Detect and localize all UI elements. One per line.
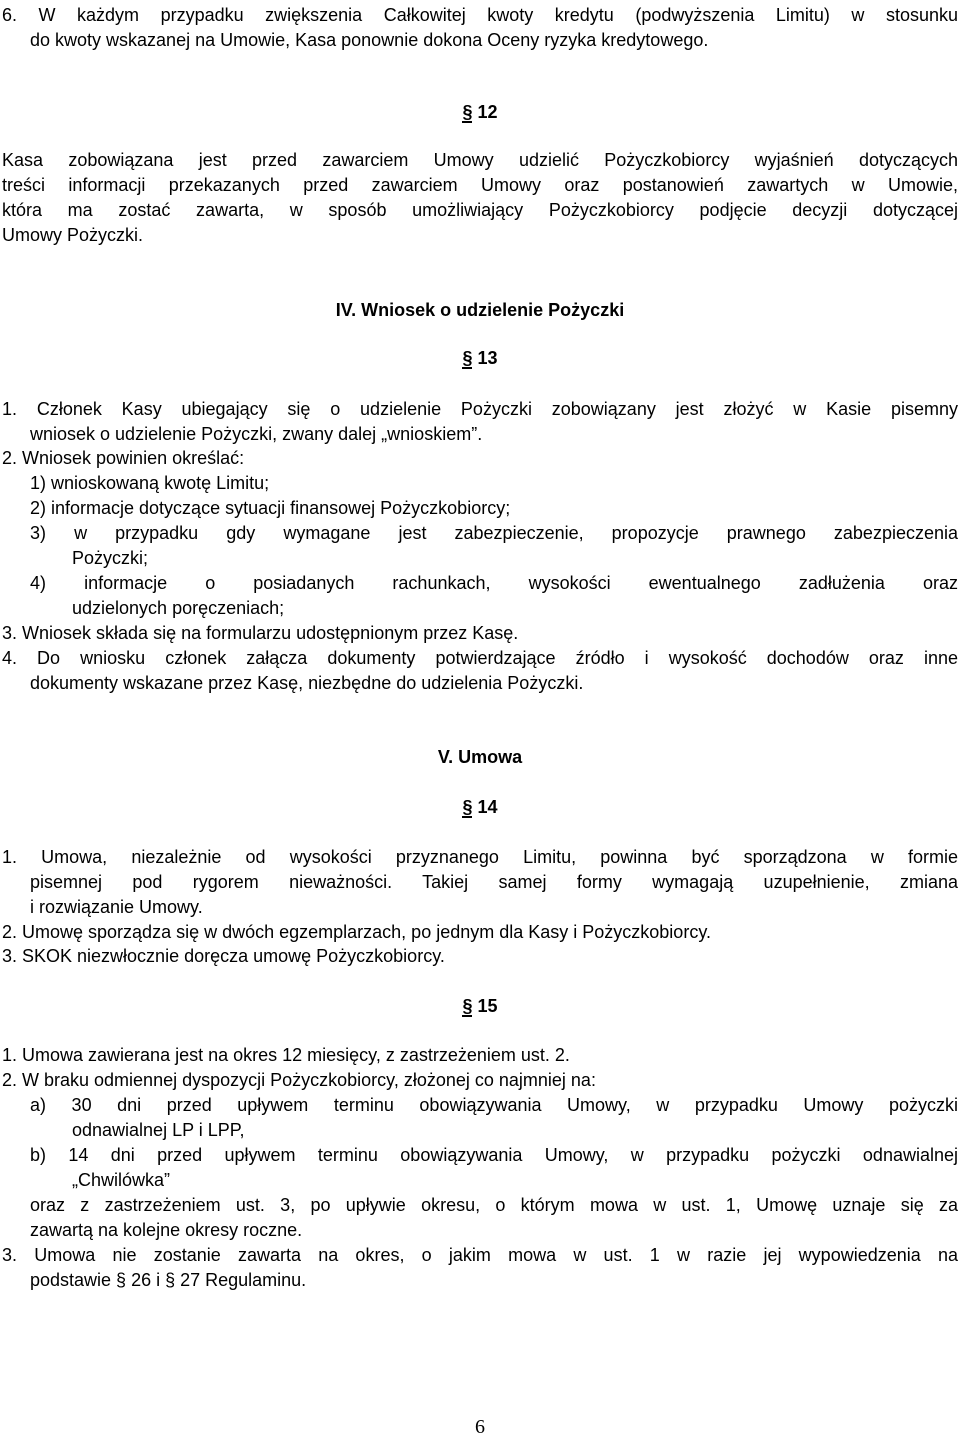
list-item: 3. Umowa nie zostanie zawarta na okres, o jakim mowa w ust. 1 w razie jej wypowiedzenia na <box>2 1245 958 1265</box>
list-item: 3. Wniosek składa się na formularzu udostępnionym przez Kasę. <box>2 623 519 643</box>
section-number: 14 <box>477 797 498 817</box>
list-item: 2) informacje dotyczące sytuacji finansowej Pożyczkobiorcy; <box>30 498 511 518</box>
list-item: 1. Umowa zawierana jest na okres 12 miesięcy, z zastrzeżeniem ust. 2. <box>2 1045 570 1065</box>
section-number: 12 <box>477 102 498 122</box>
list-item: i rozwiązanie Umowy. <box>30 897 203 917</box>
list-item: 2. Wniosek powinien określać: <box>2 448 245 468</box>
section-sign: § <box>462 996 473 1016</box>
list-item: 4. Do wniosku członek załącza dokumenty potwierdzające źródło i wysokość dochodów oraz inne <box>2 648 958 668</box>
chapter-title: IV. Wniosek o udzielenie Pożyczki <box>335 300 625 320</box>
section-number: 13 <box>477 348 498 368</box>
paragraph-line: treści informacji przekazanych przed zawarciem Umowy oraz postanowień zawartych w Umowie, <box>2 175 958 195</box>
list-item: 3. SKOK niezwłocznie doręcza umowę Pożyczkobiorcy. <box>2 946 445 966</box>
list-item: zawartą na kolejne okresy roczne. <box>30 1220 303 1240</box>
list-item: „Chwilówka” <box>72 1170 171 1190</box>
section-heading-12 <box>0 100 960 125</box>
list-item: oraz z zastrzeżeniem ust. 3, po upływie okresu, o którym mowa w ust. 1, Umowę uznaje się za <box>30 1195 958 1215</box>
list-item: 4) informacje o posiadanych rachunkach, wysokości ewentualnego zadłużenia oraz <box>30 573 958 593</box>
list-item: b) 14 dni przed upływem terminu obowiązywania Umowy, w przypadku pożyczki odnawialnej <box>30 1145 958 1165</box>
list-item: udzielonych poręczeniach; <box>72 598 285 618</box>
section-heading-15 <box>0 994 960 1019</box>
section-heading-14 <box>0 795 960 820</box>
list-item: podstawie § 26 i § 27 Regulaminu. <box>30 1270 307 1290</box>
list-item: odnawialnej LP i LPP, <box>72 1120 245 1140</box>
list-item: dokumenty wskazane przez Kasę, niezbędne do udzielenia Pożyczki. <box>30 673 584 693</box>
section-heading-13 <box>0 346 960 371</box>
list-item: 1) wnioskowaną kwotę Limitu; <box>30 473 270 493</box>
chapter-title: V. Umowa <box>437 747 523 767</box>
paragraph-line: Kasa zobowiązana jest przed zawarciem Umowy udzielić Pożyczkobiorcy wyjaśnień dotyczących <box>2 150 958 170</box>
paragraph-line: 6. W każdym przypadku zwiększenia Całkowitej kwoty kredytu (podwyższenia Limitu) w stosunku <box>2 5 958 25</box>
paragraph-line: do kwoty wskazanej na Umowie, Kasa ponownie dokona Oceny ryzyka kredytowego. <box>30 30 709 50</box>
list-item: 1. Umowa, niezależnie od wysokości przyznanego Limitu, powinna być sporządzona w formie <box>2 847 958 867</box>
list-item: 2. W braku odmiennej dyspozycji Pożyczkobiorcy, złożonej co najmniej na: <box>2 1070 596 1090</box>
list-item: a) 30 dni przed upływem terminu obowiązywania Umowy, w przypadku Umowy pożyczki <box>30 1095 958 1115</box>
list-item: pisemnej pod rygorem nieważności. Takiej samej formy wymagają uzupełnienie, zmiana <box>30 872 958 892</box>
paragraph-line: która ma zostać zawarta, w sposób umożliwiający Pożyczkobiorcy podjęcie decyzji dotyczącej <box>2 200 958 220</box>
list-item: 1. Członek Kasy ubiegający się o udzielenie Pożyczki zobowiązany jest złożyć w Kasie pisemny <box>2 399 958 419</box>
paragraph-line: Umowy Pożyczki. <box>2 225 144 245</box>
page-number: 6 <box>475 1416 485 1438</box>
list-item: 3) w przypadku gdy wymagane jest zabezpieczenie, propozycje prawnego zabezpieczenia <box>30 523 958 543</box>
list-item: Pożyczki; <box>72 548 149 568</box>
section-sign: § <box>462 797 473 817</box>
section-sign: § <box>462 102 473 122</box>
section-number: 15 <box>477 996 498 1016</box>
section-sign: § <box>462 348 473 368</box>
list-item: wniosek o udzielenie Pożyczki, zwany dalej „wnioskiem”. <box>30 424 483 444</box>
list-item: 2. Umowę sporządza się w dwóch egzemplarzach, po jednym dla Kasy i Pożyczkobiorcy. <box>2 922 711 942</box>
